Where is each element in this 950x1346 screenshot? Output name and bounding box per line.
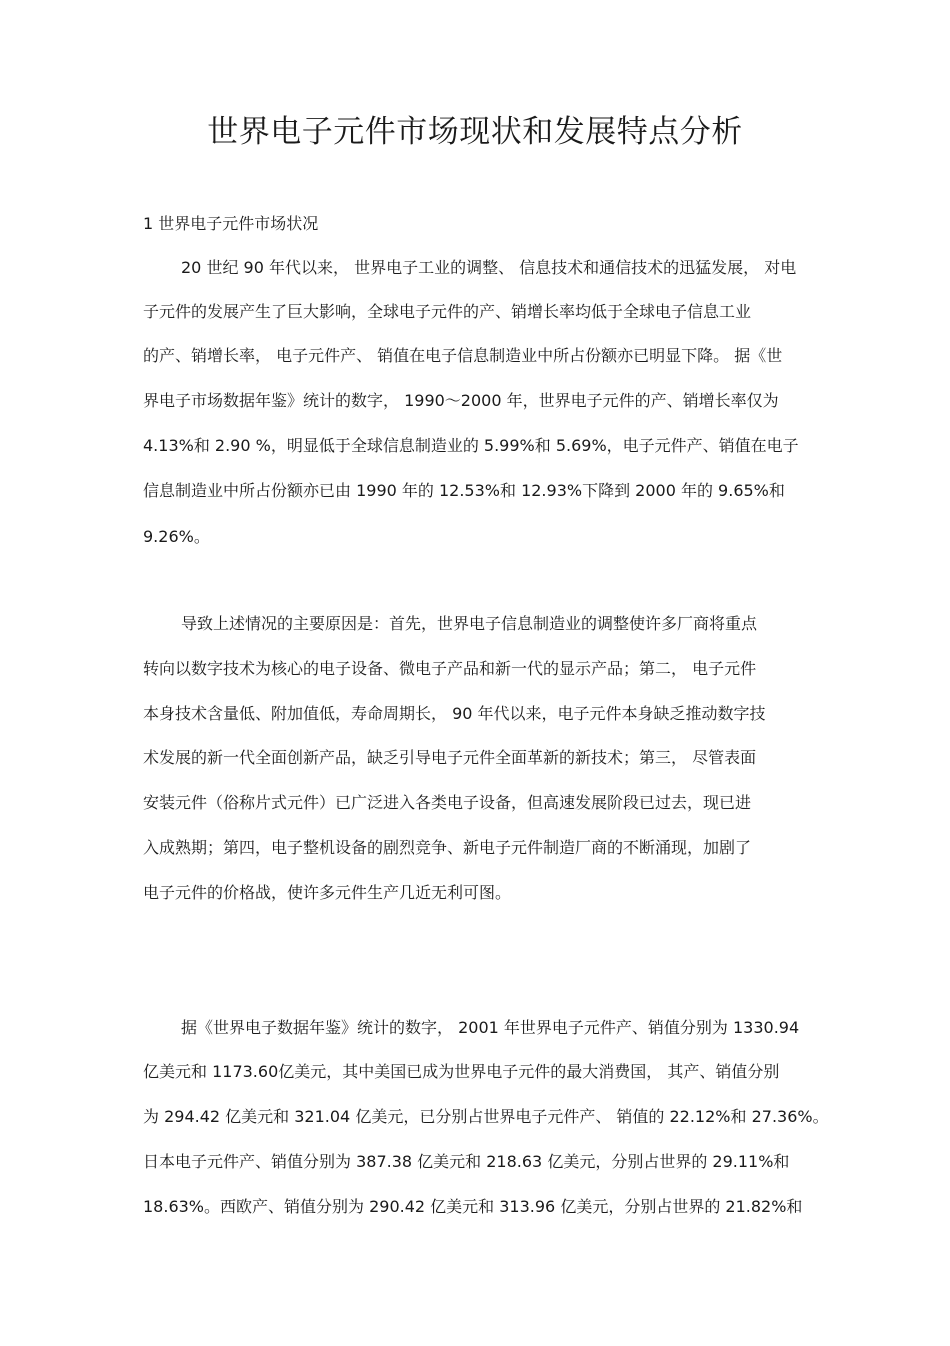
paragraph-line: 的产、销增长率， 电子元件产、 销值在电子信息制造业中所占份额亦已明显下降。 据《世 xyxy=(143,346,783,365)
paragraph-line: 亿美元和 1173.60亿美元，其中美国已成为世界电子元件的最大消费国， 其产、销值分别 xyxy=(143,1062,780,1081)
paragraph-line: 日本电子元件产、销值分别为 387.38 亿美元和 218.63 亿美元，分别占世界的 29.11%和 xyxy=(143,1152,790,1171)
paragraph-line: 据《世界电子数据年鉴》统计的数字， 2001 年世界电子元件产、销值分别为 1330.94 xyxy=(181,1018,800,1037)
paragraph-line: 20 世纪 90 年代以来， 世界电子工业的调整、 信息技术和通信技术的迅猛发展， 对电 xyxy=(181,258,797,277)
paragraph-line: 入成熟期；第四，电子整机设备的剧烈竞争、新电子元件制造厂商的不断涌现，加剧了 xyxy=(143,838,752,857)
paragraph-line: 9.26%。 xyxy=(143,527,210,546)
paragraph-line: 术发展的新一代全面创新产品，缺乏引导电子元件全面革新的新技术；第三， 尽管表面 xyxy=(143,748,757,767)
paragraph-line: 安装元件（俗称片式元件）已广泛进入各类电子设备，但高速发展阶段已过去，现已进 xyxy=(143,793,752,812)
paragraph-line: 4.13%和 2.90 %，明显低于全球信息制造业的 5.99%和 5.69%，电子元件产、销值在电子 xyxy=(143,436,799,455)
paragraph-line: 转向以数字技术为核心的电子设备、微电子产品和新一代的显示产品；第二， 电子元件 xyxy=(143,659,757,678)
paragraph-line: 电子元件的价格战，使许多元件生产几近无利可图。 xyxy=(143,883,512,902)
paragraph-line: 子元件的发展产生了巨大影响，全球电子元件的产、销增长率均低于全球电子信息工业 xyxy=(143,302,752,321)
paragraph-line: 18.63%。西欧产、销值分别为 290.42 亿美元和 313.96 亿美元，分别占世界的 21.82%和 xyxy=(143,1197,803,1216)
paragraph-line: 界电子市场数据年鉴》统计的数字， 1990～2000 年，世界电子元件的产、销增长率仅为 xyxy=(143,391,779,410)
document-title: 世界电子元件市场现状和发展特点分析 xyxy=(207,114,743,150)
paragraph-line: 导致上述情况的主要原因是：首先，世界电子信息制造业的调整使许多厂商将重点 xyxy=(181,614,758,633)
paragraph-line: 本身技术含量低、附加值低，寿命周期长， 90 年代以来，电子元件本身缺乏推动数字技 xyxy=(143,704,766,723)
paragraph-line: 信息制造业中所占份额亦已由 1990 年的 12.53%和 12.93%下降到 2000 年的 9.65%和 xyxy=(143,481,785,500)
section-heading: 1 世界电子元件市场状况 xyxy=(143,214,319,233)
paragraph-line: 为 294.42 亿美元和 321.04 亿美元，已分别占世界电子元件产、 销值的 22.12%和 27.36%。 xyxy=(143,1107,829,1126)
